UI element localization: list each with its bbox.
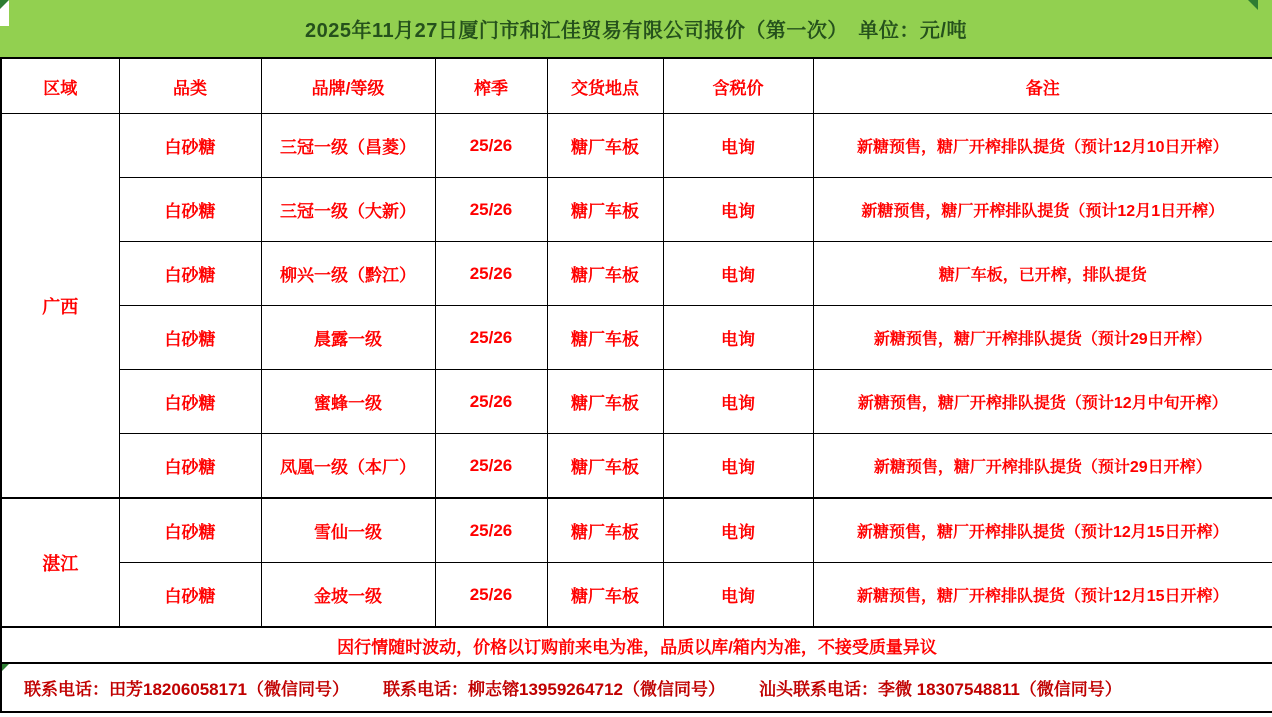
table-row — [1, 114, 1272, 178]
season-cell: 25/26 — [435, 178, 547, 242]
price-table — [0, 57, 1272, 713]
price-cell: 电询 — [663, 306, 813, 370]
corner-triangle-icon — [1248, 0, 1258, 10]
brand-cell: 晨露一级 — [261, 306, 435, 370]
table-row — [1, 498, 1272, 563]
price-cell: 电询 — [663, 498, 813, 563]
contact-phone-1: 联系电话：田芳18206058171（微信同号） — [24, 680, 349, 699]
corner-artifact — [0, 0, 9, 26]
price-cell: 电询 — [663, 242, 813, 306]
remark-cell: 新糖预售，糖厂开榨排队提货（预计12月10日开榨） — [813, 114, 1272, 178]
table-row — [1, 434, 1272, 499]
price-cell: 电询 — [663, 434, 813, 499]
season-cell: 25/26 — [435, 370, 547, 434]
price-cell: 电询 — [663, 370, 813, 434]
delivery-cell: 糖厂车板 — [547, 370, 663, 434]
contact-phone-2: 联系电话：柳志镕13959264712（微信同号） — [383, 680, 725, 699]
price-cell: 电询 — [663, 178, 813, 242]
col-header-delivery: 交货地点 — [547, 58, 663, 114]
table-row — [1, 370, 1272, 434]
remark-cell: 新糖预售，糖厂开榨排队提货（预计12月15日开榨） — [813, 563, 1272, 628]
price-cell: 电询 — [663, 563, 813, 628]
season-cell: 25/26 — [435, 242, 547, 306]
col-header-region: 区域 — [1, 58, 119, 114]
price-cell: 电询 — [663, 114, 813, 178]
category-cell: 白砂糖 — [119, 242, 261, 306]
delivery-cell: 糖厂车板 — [547, 242, 663, 306]
brand-cell: 金坡一级 — [261, 563, 435, 628]
page-title: 2025年11月27日厦门市和汇佳贸易有限公司报价（第一次） 单位：元/吨 — [305, 20, 967, 42]
col-header-category: 品类 — [119, 58, 261, 114]
contact-phone-3: 汕头联系电话：李微 18307548811（微信同号） — [759, 680, 1122, 699]
col-header-price: 含税价 — [663, 58, 813, 114]
note-row — [1, 627, 1272, 663]
category-cell: 白砂糖 — [119, 178, 261, 242]
brand-cell: 蜜蜂一级 — [261, 370, 435, 434]
remark-cell: 新糖预售，糖厂开榨排队提货（预计12月中旬开榨） — [813, 370, 1272, 434]
col-header-season: 榨季 — [435, 58, 547, 114]
delivery-cell: 糖厂车板 — [547, 114, 663, 178]
category-cell: 白砂糖 — [119, 370, 261, 434]
region-cell-zhanjiang: 湛江 — [1, 498, 119, 627]
category-cell: 白砂糖 — [119, 114, 261, 178]
season-cell: 25/26 — [435, 563, 547, 628]
remark-cell: 新糖预售，糖厂开榨排队提货（预计29日开榨） — [813, 306, 1272, 370]
remark-cell: 糖厂车板，已开榨，排队提货 — [813, 242, 1272, 306]
category-cell: 白砂糖 — [119, 498, 261, 563]
col-header-remark: 备注 — [813, 58, 1272, 114]
delivery-cell: 糖厂车板 — [547, 306, 663, 370]
brand-cell: 雪仙一级 — [261, 498, 435, 563]
remark-cell: 新糖预售，糖厂开榨排队提货（预计12月1日开榨） — [813, 178, 1272, 242]
delivery-cell: 糖厂车板 — [547, 498, 663, 563]
season-cell: 25/26 — [435, 114, 547, 178]
region-cell-guangxi: 广西 — [1, 114, 119, 499]
category-cell: 白砂糖 — [119, 563, 261, 628]
header-row — [1, 58, 1272, 114]
bottom-margin — [0, 713, 1272, 717]
season-cell: 25/26 — [435, 306, 547, 370]
brand-cell: 柳兴一级（黔江） — [261, 242, 435, 306]
table-row — [1, 242, 1272, 306]
delivery-cell: 糖厂车板 — [547, 178, 663, 242]
category-cell: 白砂糖 — [119, 434, 261, 499]
disclaimer-text: 因行情随时波动，价格以订购前来电为准，品质以库/箱内为准，不接受质量异议 — [1, 627, 1272, 663]
col-header-brand: 品牌/等级 — [261, 58, 435, 114]
category-cell: 白砂糖 — [119, 306, 261, 370]
brand-cell: 三冠一级（大新） — [261, 178, 435, 242]
remark-cell: 新糖预售，糖厂开榨排队提货（预计12月15日开榨） — [813, 498, 1272, 563]
cell-corner-triangle-icon — [2, 664, 9, 671]
delivery-cell: 糖厂车板 — [547, 434, 663, 499]
brand-cell: 凤凰一级（本厂） — [261, 434, 435, 499]
remark-cell: 新糖预售，糖厂开榨排队提货（预计29日开榨） — [813, 434, 1272, 499]
delivery-cell: 糖厂车板 — [547, 563, 663, 628]
title-bar — [0, 0, 1272, 57]
table-row — [1, 178, 1272, 242]
table-row — [1, 306, 1272, 370]
table-row — [1, 563, 1272, 628]
footer-row — [1, 663, 1272, 712]
brand-cell: 三冠一级（昌菱） — [261, 114, 435, 178]
season-cell: 25/26 — [435, 434, 547, 499]
season-cell: 25/26 — [435, 498, 547, 563]
